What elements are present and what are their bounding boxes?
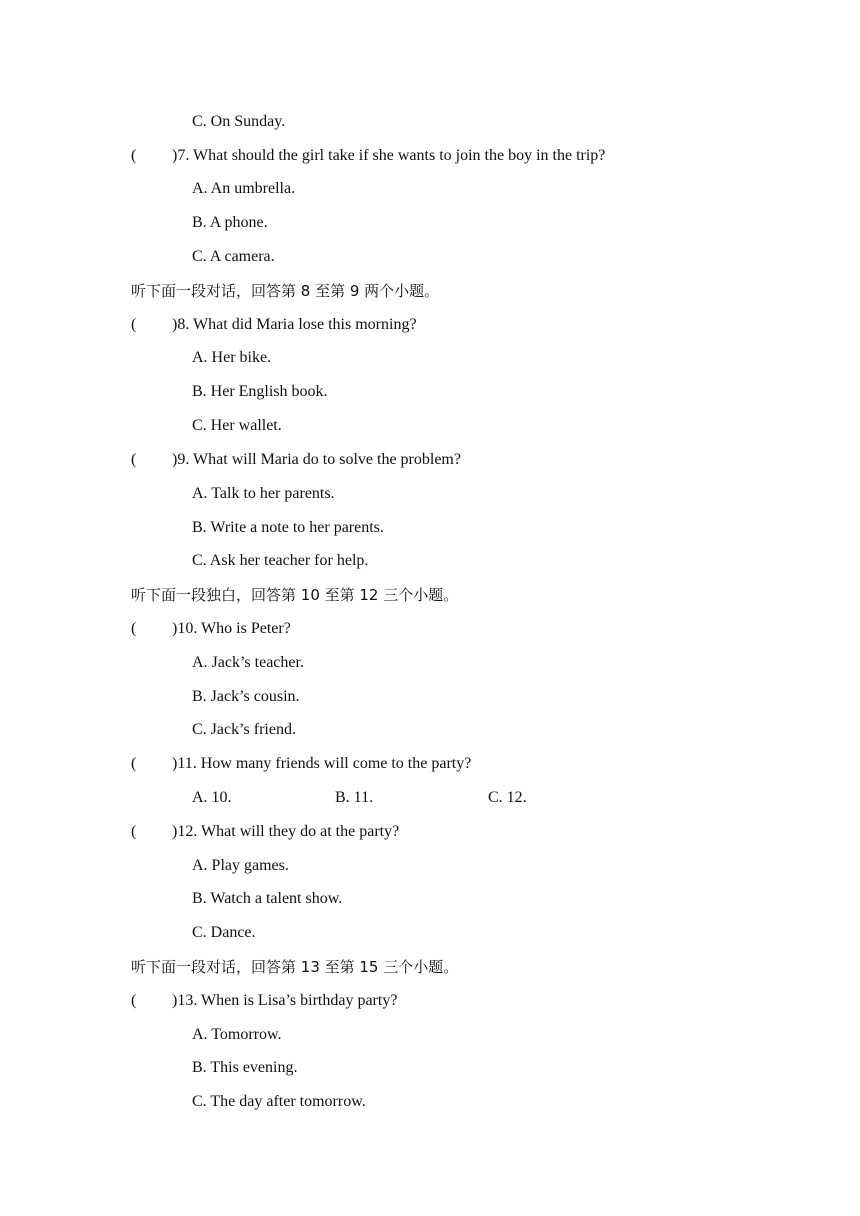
q13-question	[131, 991, 397, 1011]
q11-question	[131, 754, 471, 774]
q11-option-a: A. 10.	[192, 789, 232, 806]
q9-option-c: C. Ask her teacher for help.	[192, 552, 369, 569]
q10-question	[131, 619, 291, 639]
q10-option-a: A. Jack’s teacher.	[192, 654, 304, 671]
q8-option-a: A. Her bike.	[192, 349, 272, 366]
q8-question	[131, 315, 417, 335]
answer-blank[interactable]: (	[131, 823, 137, 840]
q12-text: )12. What will they do at the party?	[172, 823, 400, 840]
q13-text: )13. When is Lisa’s birthday party?	[172, 992, 398, 1009]
q13-option-b: B. This evening.	[192, 1059, 298, 1076]
section-heading-10-12: 听下面一段独白，回答第 10 至第 12 三个小题。	[131, 586, 459, 604]
q11-option-b: B. 11.	[335, 789, 374, 806]
q7-text: )7. What should the girl take if she wants to join the boy in the trip?	[172, 147, 606, 164]
answer-blank[interactable]: (	[131, 755, 137, 772]
q10-option-c: C. Jack’s friend.	[192, 721, 296, 738]
answer-blank[interactable]: (	[131, 451, 137, 468]
q11-text: )11. How many friends will come to the party?	[172, 755, 472, 772]
q7-option-c: C. A camera.	[192, 248, 275, 265]
q12-option-a: A. Play games.	[192, 857, 289, 874]
q7-question	[131, 146, 605, 166]
q10-option-b: B. Jack’s cousin.	[192, 688, 300, 705]
answer-blank[interactable]: (	[131, 147, 137, 164]
q13-option-c: C. The day after tomorrow.	[192, 1093, 366, 1110]
q11-option-c: C. 12.	[488, 789, 527, 806]
section-heading-13-15: 听下面一段对话，回答第 13 至第 15 三个小题。	[131, 958, 459, 976]
q9-text: )9. What will Maria do to solve the problem?	[172, 451, 461, 468]
answer-blank[interactable]: (	[131, 316, 137, 333]
q12-option-b: B. Watch a talent show.	[192, 890, 343, 907]
q8-option-b: B. Her English book.	[192, 383, 328, 400]
q9-option-b: B. Write a note to her parents.	[192, 519, 384, 536]
q10-text: )10. Who is Peter?	[172, 620, 291, 637]
q7-option-a: A. An umbrella.	[192, 180, 296, 197]
q6-option-c: C. On Sunday.	[192, 113, 286, 130]
q8-option-c: C. Her wallet.	[192, 417, 282, 434]
q9-option-a: A. Talk to her parents.	[192, 485, 335, 502]
q9-question	[131, 450, 461, 470]
q12-option-c: C. Dance.	[192, 924, 256, 941]
section-heading-8-9: 听下面一段对话，回答第 8 至第 9 两个小题。	[131, 282, 440, 300]
answer-blank[interactable]: (	[131, 620, 137, 637]
q13-option-a: A. Tomorrow.	[192, 1026, 282, 1043]
q7-option-b: B. A phone.	[192, 214, 268, 231]
q12-question	[131, 822, 399, 842]
q8-text: )8. What did Maria lose this morning?	[172, 316, 417, 333]
answer-blank[interactable]: (	[131, 992, 137, 1009]
